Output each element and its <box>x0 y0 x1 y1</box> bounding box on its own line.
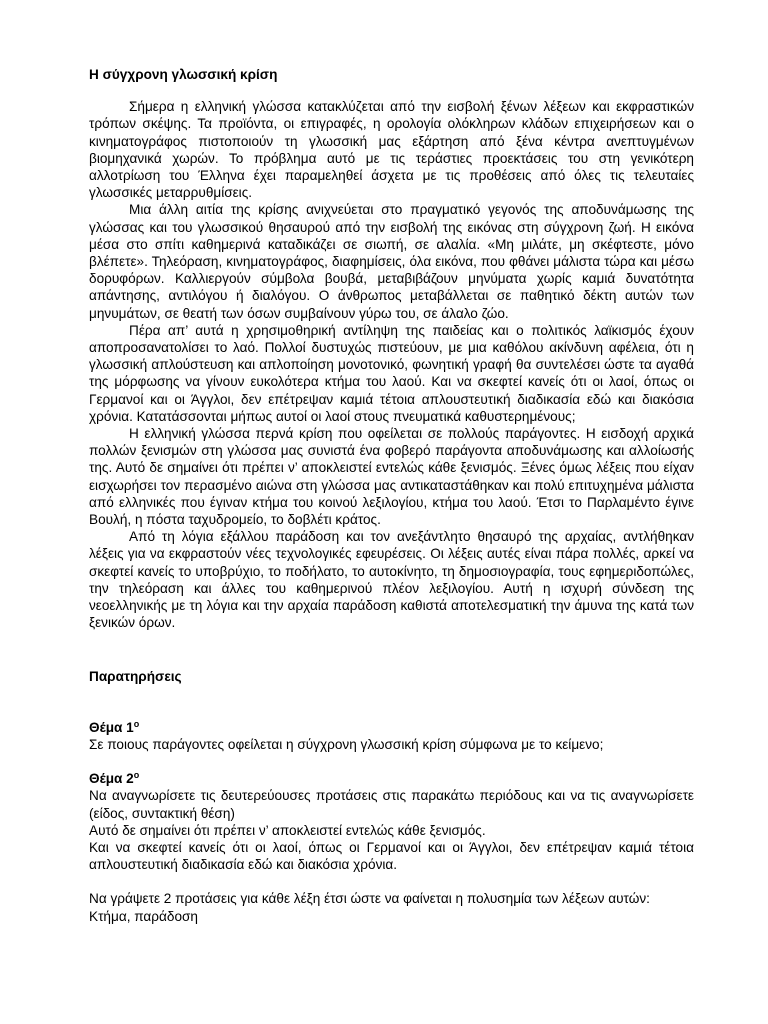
body-paragraph-2: Μια άλλη αιτία της κρίσης ανιχνεύεται στο πραγματικό γεγονός της αποδυνάμωσης της γλώσσας και του γλωσσικού θησαυρού από την εισβολή της εικόνας στη σύγχρονη ζωή. Η εικόνα μέσα στο σπίτι καθημερινά καταδικάζει σε σιωπή, σε αλαλία. «Μη μιλάτε, μη σκέφτεστε, μόνο βλέπετε». Τηλεόραση, κινηματογράφος, διαφημίσεις, όλα εικόνα, που φθάνει μάλιστα τώρα και μέσω δορυφόρων. Καλλιεργούν σύμβολα βουβά, μεταβιβάζουν μηνύματα χωρίς καμιά δυνατότητα απάντησης, αντιλόγου ή διαλόγου. Ο άνθρωπος μεταβάλλεται σε παθητικό δέκτη αυτών των μηνυμάτων, σε θεατή των όσων συμβαίνουν γύρω του, σε άλαλο ζώο. <box>89 202 694 321</box>
topic-1-title-text: Θέμα 1 <box>89 719 134 735</box>
document-page <box>89 66 694 925</box>
body-paragraph-5: Από τη λόγια εξάλλου παράδοση και τον ανεξάντλητο θησαυρό της αρχαίας, αντλήθηκαν λέξεις για να εκφραστούν νέες τεχνολογικές εφευρέσεις. Οι λέξεις αυτές είναι πάρα πολλές, αρκεί να σκεφτεί κανείς το υποβρύχιο, το ποδήλατο, το αυτοκίνητο, τη δημοσιογραφία, τους εφημεριδοπώλες, την τηλεόραση και άλλες του καθημερινού πλέον λεξιλογίου. Αυτή η ισχυρή σύνδεση της νεοελληνικής με τη λόγια και την αρχαία παράδοση καθιστά αποτελεσματική την άμυνα της κατά των ξενικών όρων. <box>89 529 694 631</box>
topic-2-sentence-1: Αυτό δε σημαίνει ότι πρέπει ν’ αποκλειστεί εντελώς κάθε ξενισμός. <box>89 822 486 838</box>
topic-1 <box>89 719 694 753</box>
topic-2-title-sup: ο <box>133 770 140 781</box>
topic-1-question: Σε ποιους παράγοντες οφείλεται η σύγχρονη γλωσσική κρίση σύμφωνα με το κείμενο; <box>89 736 604 752</box>
topic-1-title <box>89 719 694 736</box>
notes-heading: Παρατηρήσεις <box>89 668 182 684</box>
topic-2-sentence-2: Και να σκεφτεί κανείς ότι οι λαοί, όπως οι Γερμανοί και οι Άγγλοι, δεν επέτρεψαν καμιά τέτοια απλουστευτική διαδικασία εδώ και διακόσια χρόνια. <box>89 839 694 873</box>
task-3 <box>89 890 694 924</box>
topic-2 <box>89 770 694 873</box>
task-3-words: Κτήμα, παράδοση <box>89 908 198 924</box>
task-3-instruction: Να γράψετε 2 προτάσεις για κάθε λέξη έτσι ώστε να φαίνεται η πολυσημία των λέξεων αυτών: <box>89 891 650 907</box>
topic-2-instruction: Να αναγνωρίσετε τις δευτερεύουσες προτάσεις στις παρακάτω περιόδους και να τις αναγνωρίσετε (είδος, συντακτική θέση) <box>89 788 694 821</box>
topic-1-title-sup: ο <box>133 718 140 729</box>
body-paragraph-1: Σήμερα η ελληνική γλώσσα κατακλύζεται από την εισβολή ξένων λέξεων και εκφραστικών τρόπων σκέψης. Τα προϊόντα, οι επιγραφές, η ορολογία ολόκληρων κλάδων επιχειρήσεων και ο κινηματογράφος πιστοποιούν τη γλωσσική μας εξάρτηση από ξένα κέντρα ανεπτυγμένων βιομηχανικά χωρών. Το πρόβλημα αυτό με τις τεράστιες προεκτάσεις του στη γενικότερη αλλοτρίωση του Έλληνα έχει παραμεληθεί άσχετα με τις προθέσεις από όλες τις τελευταίες γλωσσικές μεταρρυθμίσεις. <box>89 99 694 201</box>
document-title: Η σύγχρονη γλωσσική κρίση <box>89 67 278 82</box>
topic-2-title-text: Θέμα 2 <box>89 771 134 787</box>
body-paragraph-3: Πέρα απ’ αυτά η χρησιμοθηρική αντίληψη της παιδείας και ο πολιτικός λαϊκισμός έχουν αποπροσανατολίσει το λαό. Πολλοί δυστυχώς πιστεύουν, με μια καθόλου ακίνδυνη αφέλεια, ότι η γλωσσική απλούστευση και απλοποίηση μονοτονικό, φωνητική γραφή θα συντελέσει ώστε τα αγαθά της μόρφωσης να γίνουν ευκολότερα κτήμα του λαού. Και να σκεφτεί κανείς ότι οι λαοί, όπως οι Γερμανοί και οι Άγγλοι, δεν επέτρεψαν καμιά τέτοια απλουστευτική διαδικασία εδώ και διακόσια χρόνια. Κατατάσσονται μήπως αυτοί οι λαοί στους πνευματικά καθυστερημένους; <box>89 322 694 424</box>
body-paragraph-4: Η ελληνική γλώσσα περνά κρίση που οφείλεται σε πολλούς παράγοντες. Η εισδοχή αρχικά πολλών ξενισμών στη γλώσσα μας συνιστά ένα φοβερό παράγοντα αποδυνάμωσης και αλλοίωσής της. Αυτό δε σημαίνει ότι πρέπει ν’ αποκλειστεί εντελώς κάθε ξενισμός. Ξένες όμως λέξεις που είχαν εισχωρήσει τον περασμένο αιώνα στη γλώσσα μας αντικαταστάθηκαν και πολύ επιτυχημένα μάλιστα από ελληνικές που έγιναν κτήμα του κοινού λεξιλογίου, κτήμα του λαού. Έτσι το Παρλαμέντο έγινε Βουλή, η πόστα ταχυδρομείο, το δοβλέτι κράτος. <box>89 426 694 528</box>
topic-2-title <box>89 770 694 787</box>
